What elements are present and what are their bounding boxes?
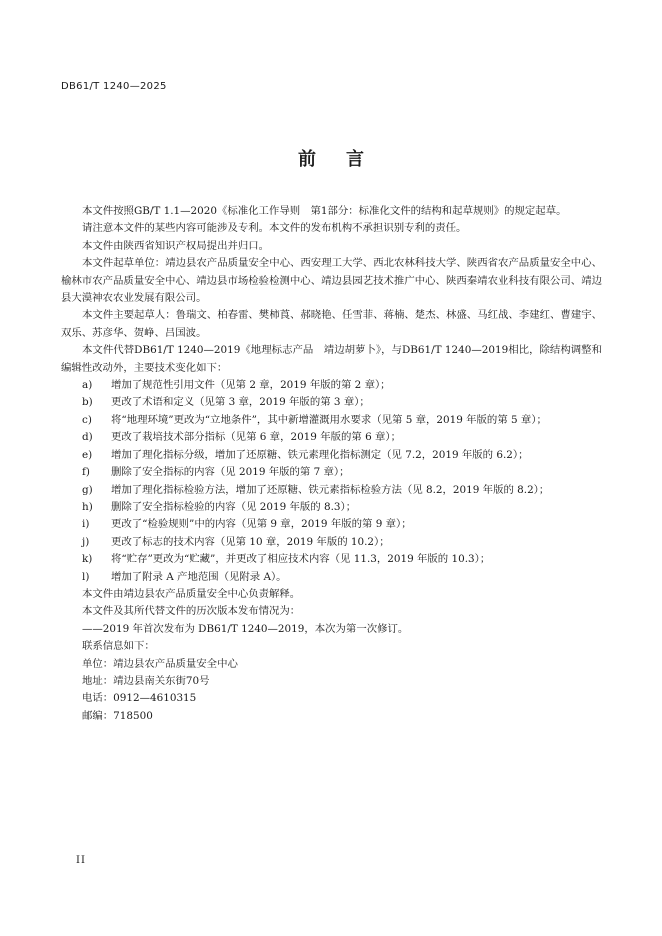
list-text: 将“贮存”更改为“贮藏”，并更改了相应技术内容（见 11.3，2019 年版的 10.3）； <box>111 553 491 566</box>
list-marker: k) <box>82 553 93 566</box>
list-text: 将“地理环境”更改为“立地条件”，其中新增灌溉用水要求（见第 5 章，2019 年版的第 5 章）； <box>111 413 547 426</box>
contact-postcode: 邮编：718500 <box>82 709 153 722</box>
contact-phone: 电话：0912—4610315 <box>82 692 197 705</box>
paragraph-replacement: 本文件代替DB61/T 1240—2019《地理标志产品 靖边胡萝卜》，与DB61/T 1240—2019相比，除结构调整和编辑性改动外，主要技术变化如下： <box>61 344 602 374</box>
list-marker: i) <box>82 518 90 531</box>
list-text: 更改了标志的技术内容（见第 10 章，2019 年版的 10.2）； <box>111 535 390 548</box>
document-code: DB61/T 1240—2025 <box>61 81 167 92</box>
contact-address: 地址：靖边县南关东街70号 <box>82 674 210 687</box>
list-item <box>61 447 602 464</box>
changes-list <box>61 377 602 586</box>
foreword-body <box>61 203 602 725</box>
page-number: II <box>76 855 86 866</box>
paragraph-contact-intro: 联系信息如下： <box>82 640 155 653</box>
list-item <box>61 551 602 568</box>
list-item <box>61 464 602 481</box>
list-item <box>61 377 602 394</box>
list-marker: f) <box>82 466 90 479</box>
paragraph-interpretation: 本文件由靖边县农产品质量安全中心负责解释。 <box>82 587 301 600</box>
list-marker: g) <box>82 483 93 496</box>
title-char-1: 前 <box>298 149 316 170</box>
paragraph-drafting-rules: 本文件按照GB/T 1.1—2020《标准化工作导则 第1部分：标准化文件的结构和起草规则》的规定起草。 <box>82 205 567 217</box>
list-item <box>61 516 602 533</box>
list-marker: l) <box>82 570 90 583</box>
list-text: 增加了附录 A 产地范围（见附录 A）。 <box>111 570 287 583</box>
paragraph-patent-notice: 请注意本文件的某些内容可能涉及专利。本文件的发布机构不承担识别专利的责任。 <box>82 222 467 235</box>
list-text: 增加了理化指标检验方法，增加了还原糖、铁元素指标检验方法（见 8.2，2019 年版的 8.2）； <box>111 483 550 496</box>
list-item <box>61 412 602 429</box>
paragraph-history-item: ——2019 年首次发布为 DB61/T 1240—2019，本次为第一次修订。 <box>82 622 409 635</box>
list-text: 更改了术语和定义（见第 3 章，2019 年版的第 3 章）； <box>111 396 370 409</box>
list-marker: a) <box>82 379 93 392</box>
list-item <box>61 499 602 516</box>
list-text: 更改了“检验规则”中的内容（见第 9 章，2019 年版的第 9 章）； <box>111 518 412 531</box>
list-item <box>61 534 602 551</box>
paragraph-drafting-units: 本文件起草单位：靖边县农产品质量安全中心、西安理工大学、西北农林科技大学、陕西省农产品质量安全中心、榆林市农产品质量安全中心、靖边县市场检验检测中心、靖边县园艺技术推广中心、陕西秦靖农业科技有限公司、靖边县大漠神农农业发展有限公司。 <box>61 257 602 305</box>
list-item <box>61 482 602 499</box>
paragraph-proposer: 本文件由陕西省知识产权局提出并归口。 <box>82 239 270 252</box>
list-marker: e) <box>82 448 93 461</box>
title-char-2: 言 <box>346 149 364 170</box>
list-item <box>61 429 602 446</box>
list-text: 删除了安全指标检验的内容（见 2019 年版的 8.3）； <box>111 500 357 513</box>
list-text: 增加了规范性引用文件（见第 2 章，2019 年版的第 2 章）； <box>111 379 391 392</box>
list-marker: d) <box>82 431 93 444</box>
page-title <box>0 145 662 171</box>
list-item <box>61 569 602 586</box>
list-text: 更改了栽培技术部分指标（见第 6 章，2019 年版的第 6 章）； <box>111 431 401 444</box>
list-marker: j) <box>82 535 90 548</box>
list-text: 删除了安全指标的内容（见 2019 年版的第 7 章）； <box>111 466 350 479</box>
list-marker: b) <box>82 396 93 409</box>
list-text: 增加了理化指标分级，增加了还原糖、铁元素理化指标测定（见 7.2，2019 年版的 6.2）； <box>111 448 529 461</box>
paragraph-history-intro: 本文件及其所代替文件的历次版本发布情况为： <box>82 605 301 618</box>
list-marker: c) <box>82 413 92 426</box>
contact-unit: 单位：靖边县农产品质量安全中心 <box>82 657 238 670</box>
list-item <box>61 394 602 411</box>
list-marker: h) <box>82 500 93 513</box>
paragraph-drafters: 本文件主要起草人：鲁瑞文、柏春雷、樊柿莨、郝晓艳、任雪菲、蒋楠、楚杰、林盛、马红战、李建红、曹建宇、双乐、苏彦华、贺峥、吕国波。 <box>61 309 602 339</box>
